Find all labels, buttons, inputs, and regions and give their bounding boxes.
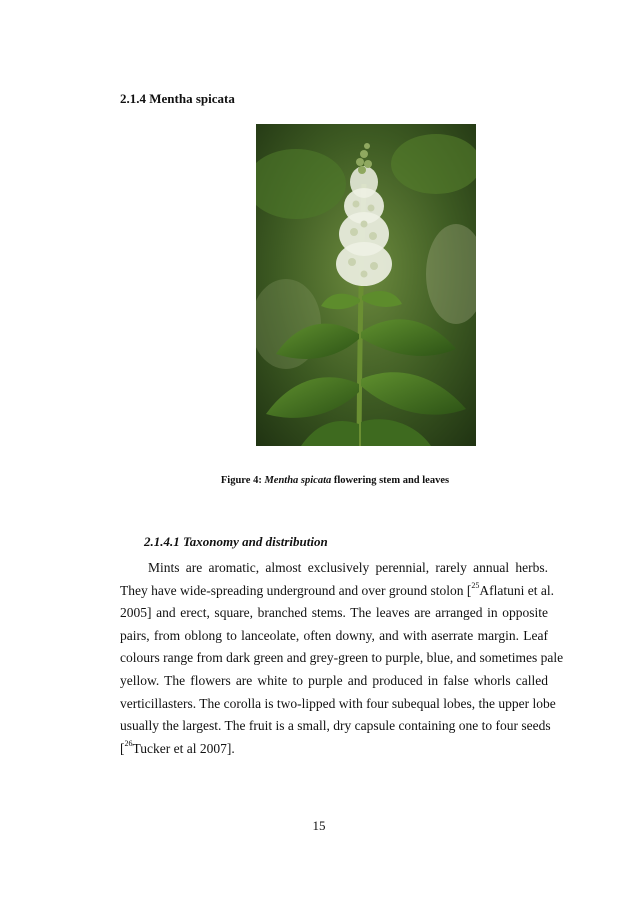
body-line: Mints are aromatic, almost exclusively perennial, rarely annual herbs.: [148, 560, 548, 575]
body-line: usually the largest. The fruit is a small, dry capsule containing one to four seeds: [120, 718, 551, 734]
body-line: pairs, from oblong to lanceolate, often downy, and with aserrate margin. Leaf: [120, 627, 548, 643]
body-line: colours range from dark green and grey-green to purple, blue, and sometimes pale: [120, 650, 564, 666]
body-line: They have wide-spreading underground and over ground stolon [$^{25}$Aflatuni et al.: [120, 581, 555, 598]
citation-superscript: 25: [471, 581, 480, 591]
body-paragraph: [120, 557, 564, 760]
subsection-heading: 2.1.4.1 Taxonomy and distribution: [144, 534, 328, 549]
caption-prefix: Figure 4:: [220, 475, 265, 486]
citation-superscript: 26: [124, 739, 133, 749]
body-line: verticillasters. The corolla is two-lipped with four subequal lobes, the upper lobe: [120, 695, 556, 711]
section-heading: 2.1.4 Mentha spicata: [120, 91, 235, 106]
page-number: 15: [312, 818, 326, 833]
mentha-spicata-photo: [256, 124, 476, 446]
body-line: yellow. The flowers are white to purple and produced in false whorls called: [120, 672, 548, 688]
body-line: 2005] and erect, square, branched stems. The leaves are arranged in opposite: [120, 605, 548, 621]
caption-rest: flowering stem and leaves: [331, 475, 450, 486]
body-line: [$^{26}$Tucker et al 2007].: [120, 739, 235, 756]
figure-caption: [120, 475, 550, 486]
caption-species: Mentha spicata: [264, 475, 332, 486]
